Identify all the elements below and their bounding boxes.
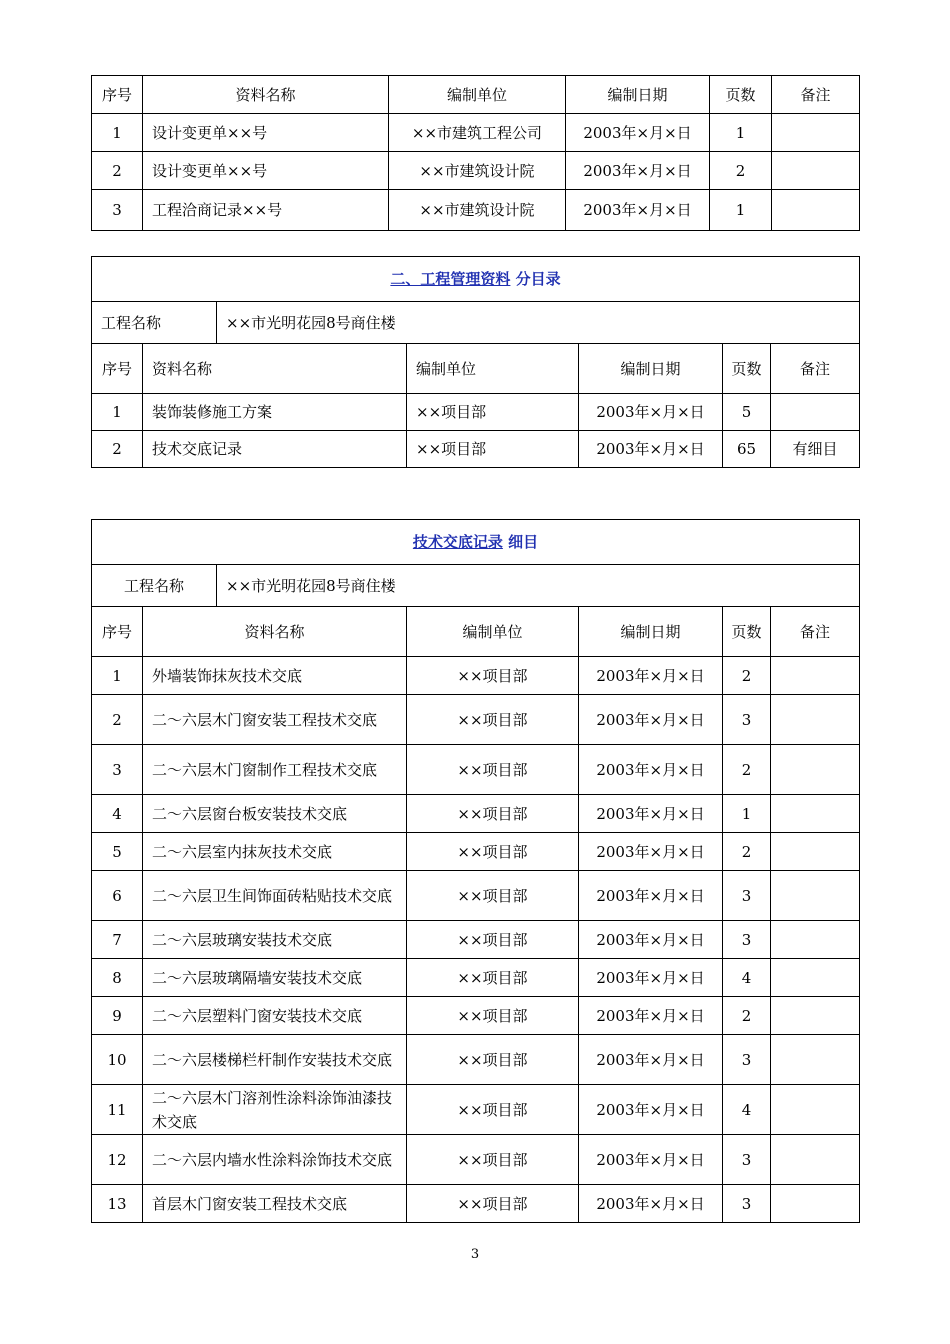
table-row — [92, 431, 860, 468]
cell-name: 二～六层楼梯栏杆制作安装技术交底 — [143, 1035, 407, 1085]
cell-remark — [771, 1085, 860, 1135]
table-row — [92, 152, 860, 190]
header-name: 资料名称 — [143, 607, 407, 657]
cell-name: 二～六层窗台板安装技术交底 — [143, 795, 407, 833]
cell-index: 13 — [92, 1185, 143, 1223]
table3-title-row — [92, 520, 860, 565]
cell-pages: 3 — [723, 871, 771, 921]
header-name: 资料名称 — [143, 344, 407, 394]
cell-date: 2003年×月×日 — [579, 921, 723, 959]
page-number: 3 — [470, 1247, 480, 1262]
cell-remark — [772, 152, 860, 190]
cell-name: 二～六层玻璃隔墙安装技术交底 — [143, 959, 407, 997]
header-pages: 页数 — [710, 76, 772, 114]
cell-unit: ××项目部 — [407, 871, 579, 921]
cell-index: 2 — [92, 152, 143, 190]
cell-pages: 2 — [723, 745, 771, 795]
cell-date: 2003年×月×日 — [579, 997, 723, 1035]
table3-project-label: 工程名称 — [92, 565, 217, 607]
cell-unit: ××项目部 — [407, 1135, 579, 1185]
cell-name: 二～六层玻璃安装技术交底 — [143, 921, 407, 959]
cell-remark — [771, 394, 860, 431]
table-project-management-index — [91, 256, 860, 468]
table-row — [92, 745, 860, 795]
cell-index: 12 — [92, 1135, 143, 1185]
cell-date: 2003年×月×日 — [579, 1085, 723, 1135]
cell-name: 二～六层木门窗安装工程技术交底 — [143, 695, 407, 745]
header-pages: 页数 — [723, 607, 771, 657]
cell-date: 2003年×月×日 — [579, 657, 723, 695]
cell-date: 2003年×月×日 — [566, 114, 710, 152]
cell-date: 2003年×月×日 — [579, 833, 723, 871]
cell-name: 技术交底记录 — [143, 431, 407, 468]
cell-remark — [771, 1135, 860, 1185]
table2-project-label: 工程名称 — [92, 302, 217, 344]
cell-index: 9 — [92, 997, 143, 1035]
cell-index: 5 — [92, 833, 143, 871]
cell-remark — [771, 657, 860, 695]
cell-date: 2003年×月×日 — [579, 1185, 723, 1223]
header-name: 资料名称 — [143, 76, 389, 114]
table-row — [92, 795, 860, 833]
table3-title-link[interactable]: 技术交底记录 — [412, 533, 503, 551]
cell-index: 2 — [92, 431, 143, 468]
cell-pages: 3 — [723, 1185, 771, 1223]
table-row — [92, 657, 860, 695]
table-tech-disclosure-detail — [91, 519, 860, 1223]
cell-index: 1 — [92, 114, 143, 152]
cell-remark — [771, 959, 860, 997]
cell-index: 10 — [92, 1035, 143, 1085]
table3-title-suffix: 细目 — [508, 533, 539, 551]
table-row — [92, 114, 860, 152]
cell-unit: ××市建筑工程公司 — [389, 114, 566, 152]
cell-pages: 4 — [723, 1085, 771, 1135]
table-row — [92, 190, 860, 231]
cell-unit: ××项目部 — [407, 959, 579, 997]
cell-pages: 65 — [723, 431, 771, 468]
table2-title-row — [92, 257, 860, 302]
cell-pages: 1 — [710, 114, 772, 152]
cell-pages: 2 — [723, 833, 771, 871]
cell-remark — [771, 871, 860, 921]
table3-project-value: ××市光明花园8号商住楼 — [217, 565, 860, 607]
header-remark: 备注 — [771, 344, 860, 394]
cell-pages: 3 — [723, 921, 771, 959]
cell-unit: ××项目部 — [407, 1085, 579, 1135]
cell-remark — [771, 1035, 860, 1085]
cell-index: 1 — [92, 394, 143, 431]
cell-remark — [771, 1185, 860, 1223]
cell-remark — [771, 745, 860, 795]
header-date: 编制日期 — [566, 76, 710, 114]
cell-date: 2003年×月×日 — [579, 745, 723, 795]
cell-remark — [772, 114, 860, 152]
table2-project-value: ××市光明花园8号商住楼 — [217, 302, 860, 344]
table-row — [92, 871, 860, 921]
table-row — [92, 959, 860, 997]
header-pages: 页数 — [723, 344, 771, 394]
table-row — [92, 394, 860, 431]
header-remark: 备注 — [772, 76, 860, 114]
cell-pages: 4 — [723, 959, 771, 997]
cell-name: 二～六层内墙水性涂料涂饰技术交底 — [143, 1135, 407, 1185]
header-unit: 编制单位 — [389, 76, 566, 114]
cell-index: 1 — [92, 657, 143, 695]
header-unit: 编制单位 — [407, 344, 579, 394]
cell-date: 2003年×月×日 — [579, 1035, 723, 1085]
cell-name: 二～六层塑料门窗安装技术交底 — [143, 997, 407, 1035]
cell-pages: 2 — [710, 152, 772, 190]
cell-unit: ××市建筑设计院 — [389, 190, 566, 231]
cell-remark — [771, 921, 860, 959]
cell-name: 二～六层木门窗制作工程技术交底 — [143, 745, 407, 795]
cell-name: 二～六层室内抹灰技术交底 — [143, 833, 407, 871]
table-row — [92, 695, 860, 745]
cell-name: 二～六层卫生间饰面砖粘贴技术交底 — [143, 871, 407, 921]
table-row — [92, 1035, 860, 1085]
table-row — [92, 1085, 860, 1135]
cell-unit: ××项目部 — [407, 657, 579, 695]
cell-date: 2003年×月×日 — [579, 795, 723, 833]
cell-date: 2003年×月×日 — [579, 1135, 723, 1185]
cell-unit: ××项目部 — [407, 833, 579, 871]
table2-title-link[interactable]: 二、工程管理资料 — [390, 270, 511, 288]
cell-name: 设计变更单××号 — [143, 152, 389, 190]
table3-header-row — [92, 607, 860, 657]
cell-remark — [772, 190, 860, 231]
cell-unit: ××项目部 — [407, 394, 579, 431]
table-row — [92, 997, 860, 1035]
cell-pages: 3 — [723, 1135, 771, 1185]
table-design-change-list — [91, 75, 860, 231]
table1-body — [92, 76, 860, 231]
cell-remark — [771, 695, 860, 745]
cell-unit: ××项目部 — [407, 1035, 579, 1085]
cell-date: 2003年×月×日 — [579, 959, 723, 997]
cell-unit: ××项目部 — [407, 795, 579, 833]
table2-header-row — [92, 344, 860, 394]
cell-pages: 3 — [723, 695, 771, 745]
table2-project-row — [92, 302, 860, 344]
table-row — [92, 1135, 860, 1185]
cell-date: 2003年×月×日 — [579, 394, 723, 431]
cell-remark: 有细目 — [771, 431, 860, 468]
cell-name: 装饰装修施工方案 — [143, 394, 407, 431]
cell-pages: 5 — [723, 394, 771, 431]
cell-date: 2003年×月×日 — [579, 431, 723, 468]
cell-unit: ××项目部 — [407, 431, 579, 468]
cell-pages: 1 — [710, 190, 772, 231]
cell-remark — [771, 795, 860, 833]
cell-name: 设计变更单××号 — [143, 114, 389, 152]
table-row — [92, 1185, 860, 1223]
table3-project-row — [92, 565, 860, 607]
cell-name: 二～六层木门溶剂性涂料涂饰油漆技术交底 — [143, 1085, 407, 1135]
cell-pages: 2 — [723, 997, 771, 1035]
cell-index: 11 — [92, 1085, 143, 1135]
table-row — [92, 921, 860, 959]
cell-index: 7 — [92, 921, 143, 959]
cell-date: 2003年×月×日 — [566, 190, 710, 231]
cell-unit: ××项目部 — [407, 921, 579, 959]
cell-date: 2003年×月×日 — [566, 152, 710, 190]
table1-header-row — [92, 76, 860, 114]
cell-pages: 1 — [723, 795, 771, 833]
cell-remark — [771, 833, 860, 871]
cell-pages: 2 — [723, 657, 771, 695]
cell-unit: ××市建筑设计院 — [389, 152, 566, 190]
header-unit: 编制单位 — [407, 607, 579, 657]
table-row — [92, 833, 860, 871]
cell-remark — [771, 997, 860, 1035]
cell-index: 3 — [92, 745, 143, 795]
header-index: 序号 — [92, 344, 143, 394]
table2-title — [92, 257, 860, 302]
cell-index: 3 — [92, 190, 143, 231]
cell-index: 8 — [92, 959, 143, 997]
cell-unit: ××项目部 — [407, 997, 579, 1035]
cell-name: 工程洽商记录××号 — [143, 190, 389, 231]
cell-name: 首层木门窗安装工程技术交底 — [143, 1185, 407, 1223]
cell-unit: ××项目部 — [407, 1185, 579, 1223]
cell-index: 6 — [92, 871, 143, 921]
cell-date: 2003年×月×日 — [579, 695, 723, 745]
table3-body — [92, 520, 860, 1223]
cell-pages: 3 — [723, 1035, 771, 1085]
cell-name: 外墙装饰抹灰技术交底 — [143, 657, 407, 695]
header-index: 序号 — [92, 607, 143, 657]
cell-unit: ××项目部 — [407, 745, 579, 795]
table2-title-suffix: 分目录 — [515, 270, 561, 288]
cell-date: 2003年×月×日 — [579, 871, 723, 921]
header-date: 编制日期 — [579, 344, 723, 394]
cell-index: 2 — [92, 695, 143, 745]
cell-index: 4 — [92, 795, 143, 833]
header-date: 编制日期 — [579, 607, 723, 657]
header-remark: 备注 — [771, 607, 860, 657]
header-index: 序号 — [92, 76, 143, 114]
table3-title — [92, 520, 860, 565]
cell-unit: ××项目部 — [407, 695, 579, 745]
table2-body — [92, 257, 860, 468]
